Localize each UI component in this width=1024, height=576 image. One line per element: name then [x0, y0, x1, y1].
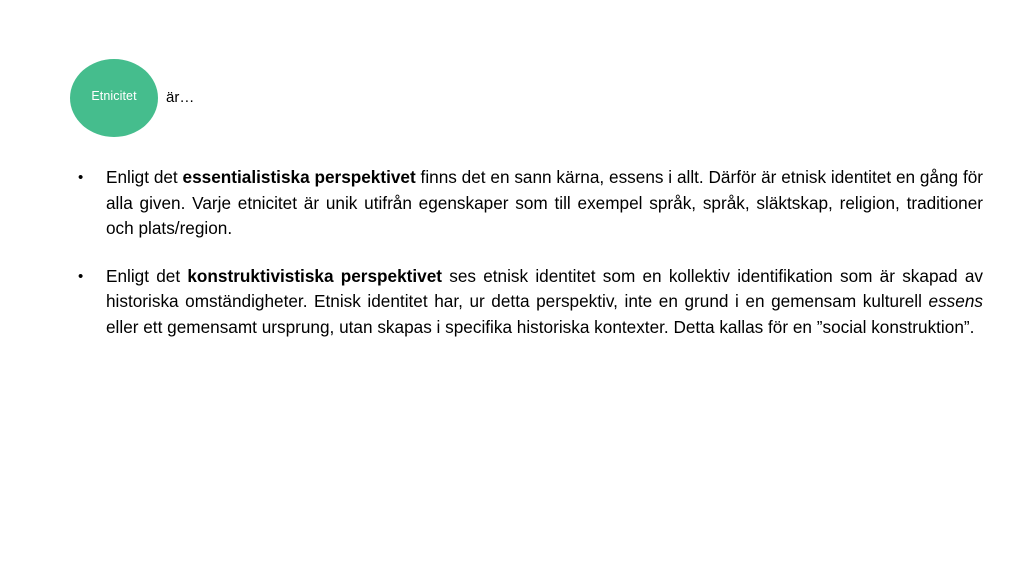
bullet-bold-term: essentialistiska perspektivet	[182, 167, 416, 187]
topic-badge-label: Etnicitet	[91, 89, 137, 103]
bullet-text: Enligt det	[106, 265, 188, 286]
title-suffix: är…	[166, 89, 195, 106]
bullet-text: eller ett gemensamt ursprung, utan skapas i specifika historiska kontexter. Detta kallas för en ”social konstruktion”.	[106, 316, 975, 337]
bullet-constructivist	[78, 264, 983, 341]
bullet-list	[78, 165, 983, 363]
bullet-essentialist	[78, 165, 983, 242]
bullet-marker: •	[78, 169, 84, 186]
bullet-text: ses etnisk identitet som en kollektiv identifikation som är skapad av historiska omständigheter. Etnisk identitet har, ur detta perspektiv, inte en grund i en gemensam kulturell	[106, 265, 984, 312]
topic-badge	[70, 59, 158, 137]
bullet-marker: •	[78, 267, 84, 285]
bullet-text: finns det en sann kärna, essens i allt. Därför är etnisk identitet en gång för alla given. Varje etnicitet är unik utifrån egenskaper som till exempel språk, språk, släktskap, religion, traditioner och plats/region.	[106, 167, 983, 239]
bullet-text: Enligt det	[106, 167, 183, 187]
bullet-italic-term: essens	[928, 291, 983, 312]
bullet-bold-term: konstruktivistiska perspektivet	[187, 265, 443, 286]
